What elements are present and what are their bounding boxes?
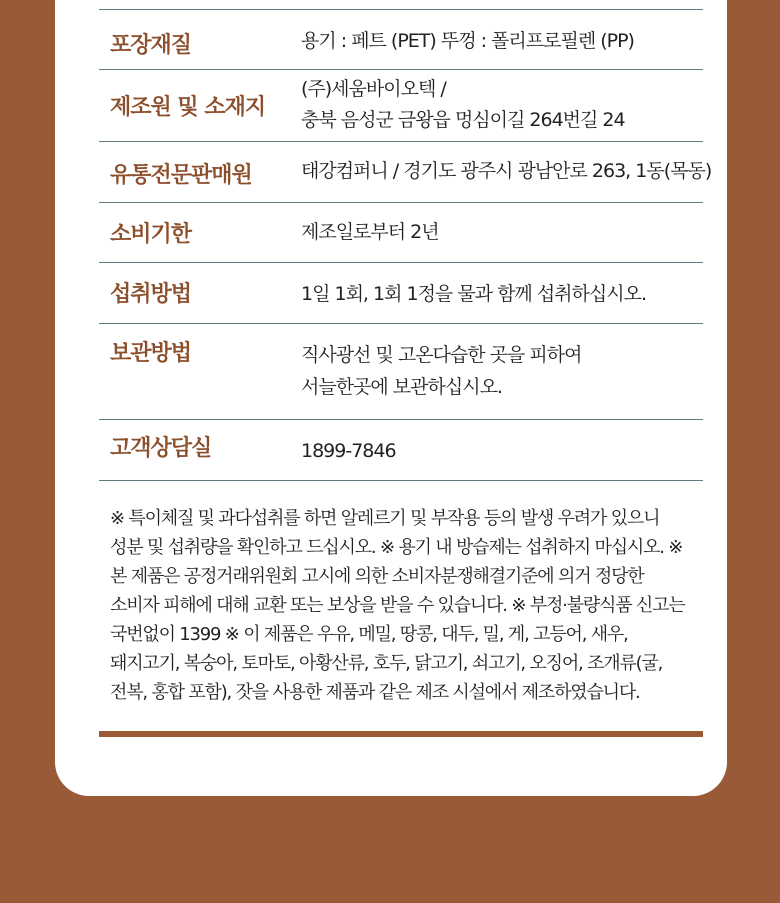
row-value: 태강컴퍼니 / 경기도 광주시 광남안로 263, 1동(목동): [301, 160, 712, 182]
row-expiry: [99, 203, 703, 263]
row-intake: [99, 263, 703, 324]
row-label: 포장재질: [110, 33, 192, 58]
row-label: 유통전문판매원: [110, 163, 252, 188]
row-label: 고객상담실: [110, 436, 212, 461]
row-manufacturer: [99, 70, 703, 142]
product-info-table: [99, 9, 712, 481]
row-packaging: [99, 10, 703, 70]
bottom-divider: [99, 731, 703, 737]
row-label: 보관방법: [110, 341, 192, 366]
row-storage: [99, 324, 703, 420]
row-value-line: 직사광선 및 고온다습한 곳을 피하여: [301, 344, 582, 366]
row-label: 소비기한: [110, 222, 192, 247]
row-label: 제조원 및 소재지: [110, 95, 266, 120]
row-value: 제조일로부터 2년: [301, 221, 439, 243]
row-value: 1899-7846: [301, 440, 396, 462]
row-value-line: (주)세움바이오텍 /: [301, 78, 446, 100]
row-distributor: [99, 142, 712, 203]
caution-notice: ※ 특이체질 및 과다섭취를 하면 알레르기 및 부작용 등의 발생 우려가 있으니 성분 및 섭취량을 확인하고 드십시오. ※ 용기 내 방습제는 섭취하지 마십시오. ※ 본 제품은 공정거래위원회 고시에 의한 소비자분쟁해결기준에 의거 정당한 소비자 피해에 대해 교환 또는 보상을 받을 수 있습니다. ※ 부정·불량식품 신고는 국번없이 1399 ※ 이 제품은 우유, 메밀, 땅콩, 대두, 밀, 게, 고등어, 새우, 돼지고기, 복숭아, 토마토, 아황산류, 호두, 닭고기, 쇠고기, 오징어, 조개류(굴, 전복, 홍합 포함), 잣을 사용한 제품과 같은 제조 시설에서 제조하였습니다.: [110, 508, 685, 703]
row-value: 1일 1회, 1회 1정을 물과 함께 섭취하십시오.: [301, 283, 646, 305]
row-value-line: 충북 음성군 금왕읍 멍심이길 264번길 24: [301, 109, 625, 131]
row-value-line: 서늘한곳에 보관하십시오.: [301, 376, 502, 398]
row-customer-service: [99, 420, 703, 481]
row-label: 섭취방법: [110, 282, 192, 307]
row-value: 용기 : 페트 (PET) 뚜껑 : 폴리프로필렌 (PP): [301, 30, 634, 52]
